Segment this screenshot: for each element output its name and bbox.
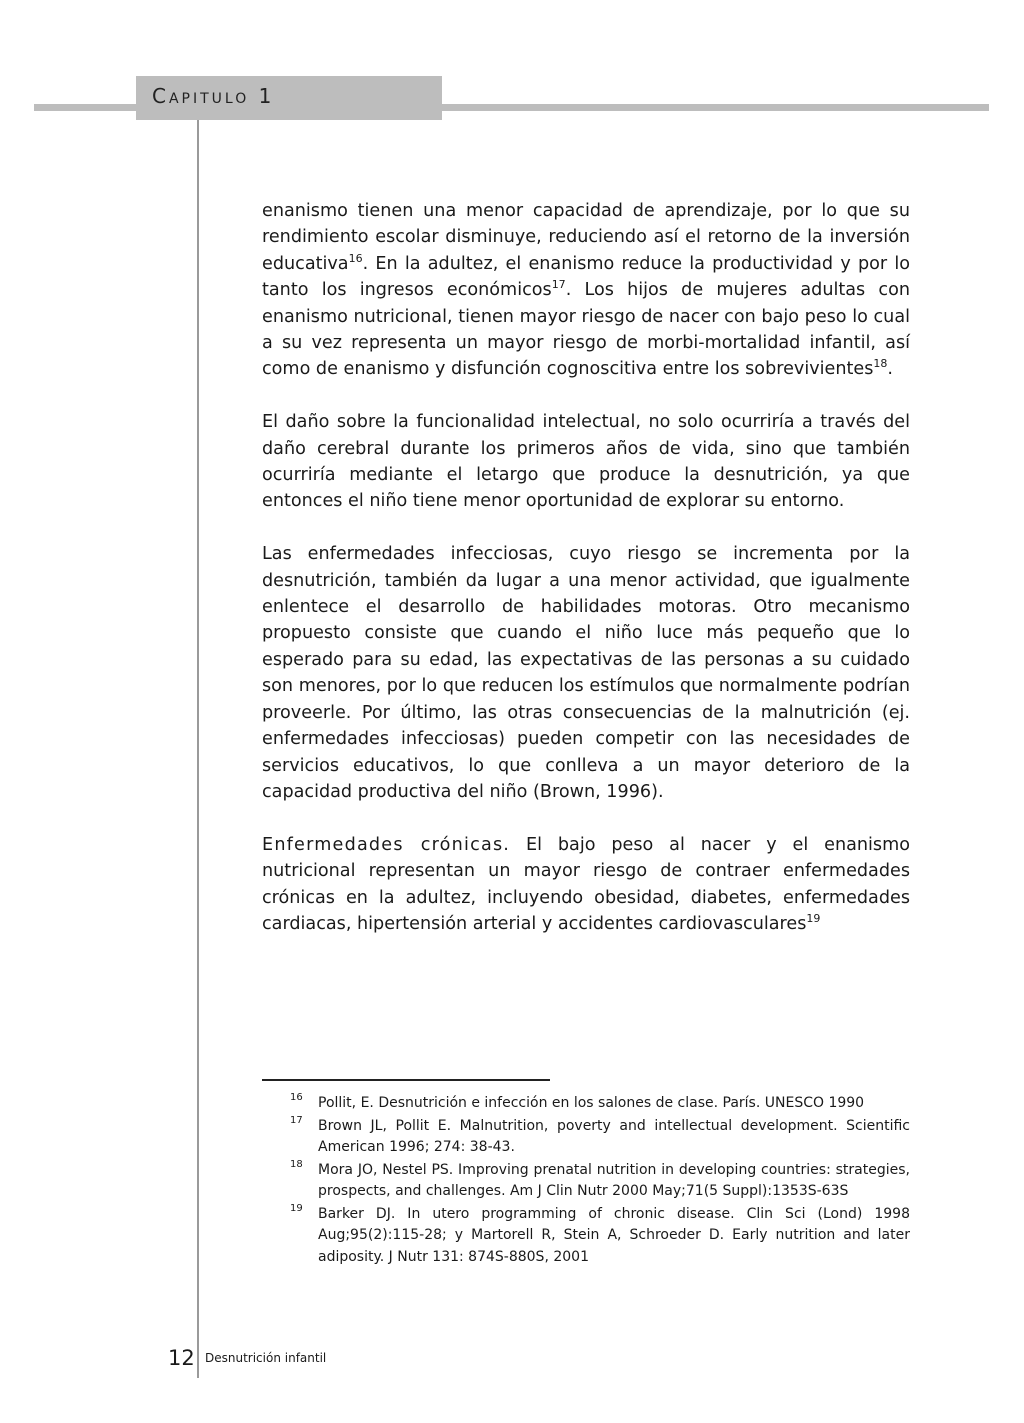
footnote-text: Barker DJ. In utero programming of chronic disease. Clin Sci (Lond) 1998 Aug;95(2):115-28; y Martorell R, Stein A, Schroeder D. Early nutrition and later adiposity. J Nutr 131: 874S-880S, 2001 bbox=[318, 1205, 910, 1265]
footnotes bbox=[262, 1093, 910, 1269]
ref-19: 19 bbox=[806, 912, 821, 926]
ref-17: 17 bbox=[551, 278, 566, 292]
footnote-text: Mora JO, Nestel PS. Improving prenatal nutrition in developing countries: strategies, prospects, and challenges. Am J Clin Nutr 2000 May;71(5 Suppl):1353S-63S bbox=[318, 1161, 910, 1199]
footnote-number: 16 bbox=[290, 1092, 303, 1103]
margin-line bbox=[197, 120, 199, 1378]
running-title: Desnutrición infantil bbox=[205, 1351, 327, 1365]
footnote-text: Brown JL, Pollit E. Malnutrition, poverty and intellectual development. Scientific American 1996; 274: 38-43. bbox=[318, 1117, 910, 1155]
paragraph-1-seg2: . En la adultez, el enanismo reduce la productividad y por lo tanto los ingresos económicos bbox=[262, 253, 910, 301]
footnote-number: 17 bbox=[290, 1114, 303, 1126]
chapter-word: Capitulo bbox=[152, 84, 250, 108]
paragraph-1 bbox=[262, 198, 910, 383]
ref-18: 18 bbox=[873, 357, 888, 371]
footnote-text: Pollit, E. Desnutrición e infección en los salones de clase. París. UNESCO 1990 bbox=[318, 1095, 865, 1111]
page-number: 12 bbox=[168, 1346, 195, 1370]
paragraph-1-seg1: enanismo tienen una menor capacidad de aprendizaje, por lo que su rendimiento escolar disminuye, reduciendo así el retorno de la inversión educativa bbox=[262, 201, 910, 274]
footnote-rule bbox=[262, 1079, 550, 1081]
paragraph-4 bbox=[262, 832, 910, 938]
ref-16: 16 bbox=[348, 251, 363, 265]
paragraph-2: El daño sobre la funcionalidad intelectual, no solo ocurriría a través del daño cerebral durante los primeros años de vida, sino que también ocurriría mediante el letargo que produce la desnutrición, ya que entonces el niño tiene menor oportunidad de explorar su entorno. bbox=[262, 412, 910, 512]
paragraph-1-seg3: . Los hijos de mujeres adultas con enanismo nutricional, tienen mayor riesgo de nacer con bajo peso lo cual a su vez representa un mayor riesgo de morbi-mortalidad infantil, así como de enanismo y disfunción cognoscitiva entre los sobrevivientes bbox=[262, 280, 910, 380]
paragraph-1-seg4: . bbox=[887, 359, 893, 380]
chapter-number: 1 bbox=[258, 84, 275, 108]
footnote bbox=[262, 1093, 910, 1115]
footnote bbox=[262, 1160, 910, 1203]
chapter-tab bbox=[136, 76, 442, 120]
footnote-number: 18 bbox=[290, 1158, 303, 1170]
footnote bbox=[262, 1116, 910, 1159]
footnote bbox=[262, 1204, 910, 1269]
body-text bbox=[262, 198, 910, 964]
section-lead: Enfermedades crónicas. bbox=[262, 834, 511, 855]
paragraph-4-text: El bajo peso al nacer y el enanismo nutricional representan un mayor riesgo de contraer enfermedades crónicas en la adultez, incluyendo obesidad, diabetes, enfermedades cardiacas, hipertensión arterial y accidentes cardiovasculares bbox=[262, 834, 911, 934]
paragraph-3: Las enfermedades infecciosas, cuyo riesgo se incrementa por la desnutrición, también da lugar a una menor actividad, que igualmente enlentece el desarrollo de habilidades motoras. Otro mecanismo propuesto consiste que cuando el niño luce más pequeño que lo esperado para su edad, las expectativas de las personas a su cuidado son menores, por lo que reducen los estímulos que normalmente podrían proveerle. Por último, las otras consecuencias de la malnutrición (ej. enfermedades infecciosas) pueden competir con las necesidades de servicios educativos, lo que conlleva a un mayor deterioro de la capacidad productiva del niño (Brown, 1996). bbox=[262, 544, 910, 802]
footnote-number: 19 bbox=[290, 1202, 303, 1214]
